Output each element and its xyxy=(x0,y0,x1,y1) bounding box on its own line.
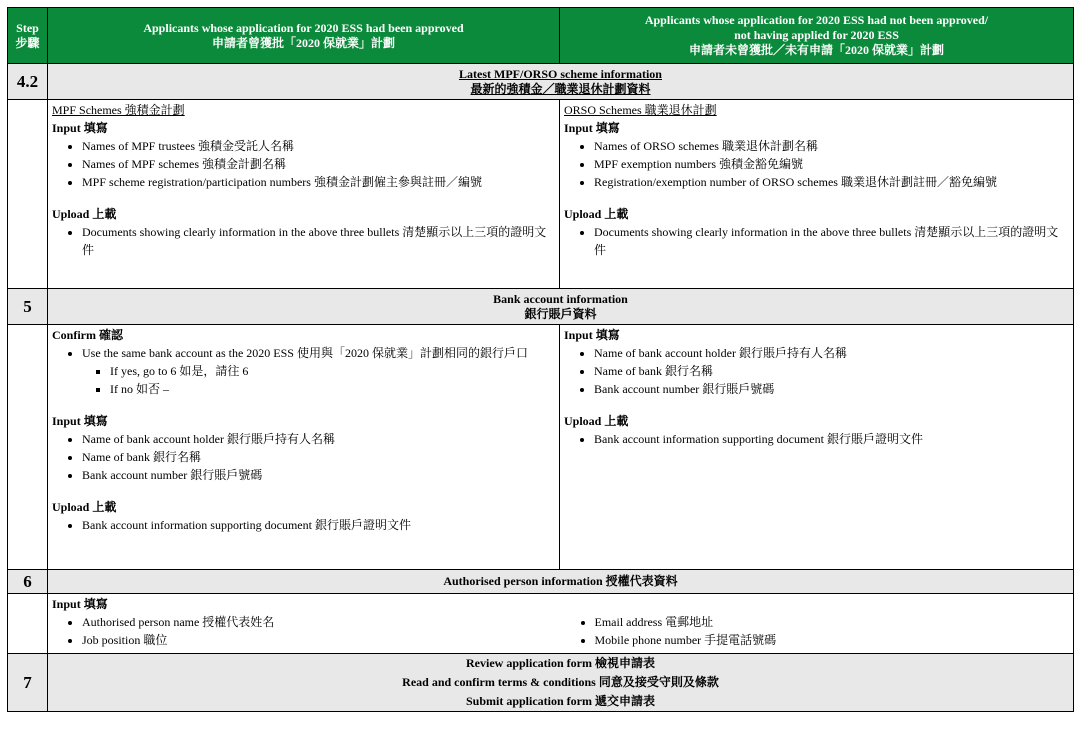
step-number: 4.2 xyxy=(8,64,48,100)
step-4-2-title-row xyxy=(8,64,1074,100)
section-title-zh: 銀行賬戶資料 xyxy=(524,306,597,321)
list-item: • Names of ORSO schemes 職業退休計劃名稱 xyxy=(594,137,1069,155)
list-item: • MPF scheme registration/participation numbers 強積金計劃僱主參與註冊／編號 xyxy=(82,173,555,191)
orso-schemes-heading: ORSO Schemes 職業退休計劃 xyxy=(564,103,717,117)
list-item: • Documents showing clearly information in the above three bullets 清楚顯示以上三項的證明文件 xyxy=(82,223,555,259)
upload-label: Upload 上載 xyxy=(52,500,117,514)
list-item: • Names of MPF schemes 強積金計劃名稱 xyxy=(82,155,555,173)
list-item: • Bank account information supporting document 銀行賬戶證明文件 xyxy=(82,516,555,534)
section-title-en: Bank account information xyxy=(493,291,628,306)
step-number: 6 xyxy=(8,570,48,594)
upload-label: Upload 上載 xyxy=(564,414,629,428)
step-header-zh: 步驟 xyxy=(15,35,40,50)
mpf-schemes-heading: MPF Schemes 強積金計劃 xyxy=(52,103,185,117)
header-row xyxy=(8,8,1074,64)
list-item: • Registration/exemption number of ORSO schemes 職業退休計劃註冊／豁免編號 xyxy=(594,173,1069,191)
not-approved-header-zh: 申請者未曾獲批／未有申請「2020 保就業」計劃 xyxy=(688,43,944,57)
list-item: • Name of bank account holder 銀行賬戶持有人名稱 xyxy=(594,344,1069,362)
bank-left-cell xyxy=(48,325,560,570)
sub-list-item: ▪ If yes, go to 6 如是，請往 6 xyxy=(110,362,555,380)
list-item: • Bank account number 銀行賬戶號碼 xyxy=(82,466,555,484)
approved-header-zh: 申請者曾獲批「2020 保就業」計劃 xyxy=(211,35,395,50)
step-number: 5 xyxy=(8,289,48,325)
step-7-row xyxy=(8,654,1074,712)
approved-column-header xyxy=(48,8,560,64)
confirm-label: Confirm 確認 xyxy=(52,328,123,342)
list-item: • Mobile phone number 手提電話號碼 xyxy=(595,631,1070,649)
upload-label: Upload 上載 xyxy=(564,207,629,221)
input-label: Input 填寫 xyxy=(52,121,108,135)
sub-list-item: ▪ If no 如否 – xyxy=(110,380,555,398)
list-item: • Authorised person name 授權代表姓名 xyxy=(82,613,557,631)
section-title-zh: 最新的強積金／職業退休計劃資料 xyxy=(470,81,651,96)
section-title xyxy=(48,64,1074,100)
upload-label: Upload 上載 xyxy=(52,207,117,221)
bank-right-cell xyxy=(560,325,1074,570)
section-title: Authorised person information 授權代表資料 xyxy=(48,570,1074,594)
step-5-content-row xyxy=(8,325,1074,570)
step-5-title-row xyxy=(8,289,1074,325)
step-6-title-row xyxy=(8,570,1074,594)
list-item: • Names of MPF trustees 強積金受託人名稱 xyxy=(82,137,555,155)
list-item: • Use the same bank account as the 2020 ESS 使用與「2020 保就業」計劃相同的銀行戶口 ▪ If yes, go to 6 如是，請往 6 ▪ If no 如否 – xyxy=(82,344,555,398)
section-title xyxy=(48,289,1074,325)
section-title-en: Latest MPF/ORSO scheme information xyxy=(459,66,662,81)
step-number: 7 xyxy=(8,654,48,712)
step-4-2-content-row xyxy=(8,100,1074,289)
step-6-content-row xyxy=(8,594,1074,654)
orso-schemes-cell xyxy=(560,100,1074,289)
step-header xyxy=(8,8,48,64)
review-submit-cell xyxy=(48,654,1074,712)
review-line: Review application form 檢視申請表 xyxy=(466,656,655,670)
list-item: • Email address 電郵地址 xyxy=(595,613,1070,631)
input-label: Input 填寫 xyxy=(52,597,108,611)
step-header-en: Step xyxy=(16,20,39,35)
submit-line: Submit application form 遞交申請表 xyxy=(465,694,655,708)
mpf-schemes-cell xyxy=(48,100,560,289)
not-approved-header-en-2: not having applied for 2020 ESS xyxy=(734,28,899,42)
list-item: • MPF exemption numbers 強積金豁免編號 xyxy=(594,155,1069,173)
list-item: • Bank account information supporting document 銀行賬戶證明文件 xyxy=(594,430,1069,448)
not-approved-column-header xyxy=(560,8,1074,64)
terms-line: Read and confirm terms & conditions 同意及接受守則及條款 xyxy=(402,675,719,689)
authorised-person-cell xyxy=(48,594,1074,654)
list-item: • Name of bank 銀行名稱 xyxy=(594,362,1069,380)
list-item: • Documents showing clearly information in the above three bullets 清楚顯示以上三項的證明文件 xyxy=(594,223,1069,259)
list-item: • Job position 職位 xyxy=(82,631,557,649)
ess-steps-table xyxy=(7,7,1074,712)
list-item: • Bank account number 銀行賬戶號碼 xyxy=(594,380,1069,398)
list-item: • Name of bank 銀行名稱 xyxy=(82,448,555,466)
list-item: • Name of bank account holder 銀行賬戶持有人名稱 xyxy=(82,430,555,448)
input-label: Input 填寫 xyxy=(564,121,620,135)
input-label: Input 填寫 xyxy=(52,414,108,428)
not-approved-header-en-1: Applicants whose application for 2020 ESS had not been approved/ xyxy=(644,13,989,27)
input-label: Input 填寫 xyxy=(564,328,620,342)
approved-header-en: Applicants whose application for 2020 ESS had been approved xyxy=(143,20,464,35)
